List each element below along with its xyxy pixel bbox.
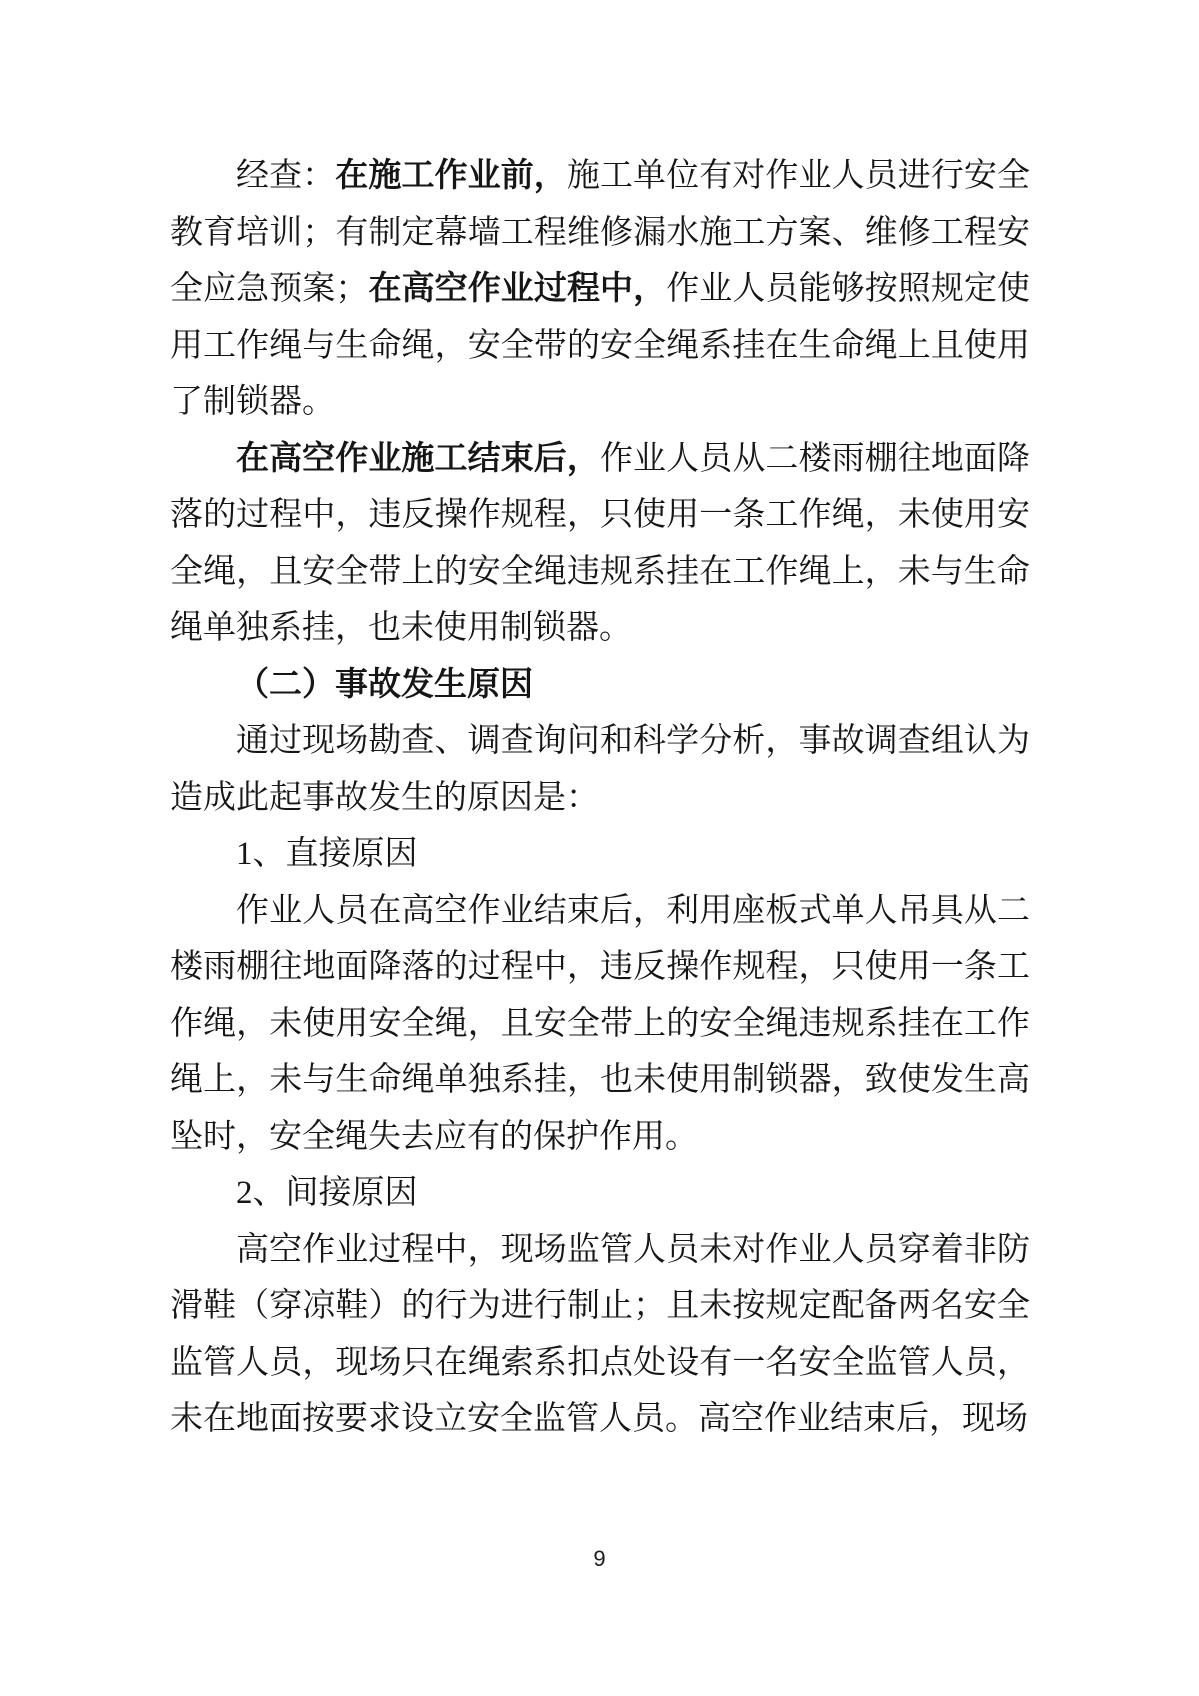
text-segment-bold: 在高空作业施工结束后， (236, 440, 600, 477)
text-segment: 作业人员能够按照规定使用工作绳与生命绳，安全带的安全绳系挂在生命绳上且使用了制锁器。 (170, 271, 1031, 420)
paragraph-direct-cause-detail (170, 883, 1030, 1166)
text-segment: 通过现场勘查、调查询问和科学分析，事故调查组认为造成此起事故发生的原因是： (170, 723, 1030, 816)
paragraph-investigation-findings (170, 148, 1030, 431)
heading-accident-causes (170, 657, 1030, 714)
subheading-direct-cause (170, 826, 1030, 883)
text-segment: 1、直接原因 (236, 836, 418, 872)
text-segment: 经查： (236, 158, 336, 194)
text-segment-bold: 在高空作业过程中， (368, 271, 667, 307)
paragraph-indirect-cause-detail (170, 1222, 1030, 1448)
subheading-indirect-cause (170, 1165, 1030, 1222)
text-segment-bold: 在施工作业前， (335, 158, 567, 194)
text-segment: 高空作业过程中，现场监管人员未对作业人员穿着非防滑鞋（穿凉鞋）的行为进行制止；且未按规定配备两名安全监管人员，现场只在绳索系扣点处设有一名安全监管人员，未在地面按要求设立安全监管人员。高空作业结束后，现场 (170, 1231, 1030, 1437)
document-body-text (170, 148, 1030, 1448)
paragraph-investigation-conclusion-intro (170, 713, 1030, 826)
paragraph-after-work-violation (170, 431, 1030, 657)
text-segment: 施工单位有对作业人员进行安全教育培训；有制定幕墙工程维修漏水施工方案、维修工程安全应急预案； (170, 158, 1031, 307)
text-segment-bold: （二）事故发生原因 (236, 666, 533, 703)
text-segment: 作业人员从二楼雨棚往地面降落的过程中，违反操作规程，只使用一条工作绳，未使用安全绳，且安全带上的安全绳违规系挂在工作绳上，未与生命绳单独系挂，也未使用制锁器。 (170, 440, 1031, 646)
page-number: 9 (593, 1546, 606, 1571)
text-segment: 作业人员在高空作业结束后，利用座板式单人吊具从二楼雨棚往地面降落的过程中，违反操作规程，只使用一条工作绳，未使用安全绳，且安全带上的安全绳违规系挂在工作绳上，未与生命绳单独系挂，也未使用制锁器，致使发生高坠时，安全绳失去应有的保护作用。 (170, 892, 1030, 1155)
text-segment: 2、间接原因 (236, 1175, 418, 1211)
